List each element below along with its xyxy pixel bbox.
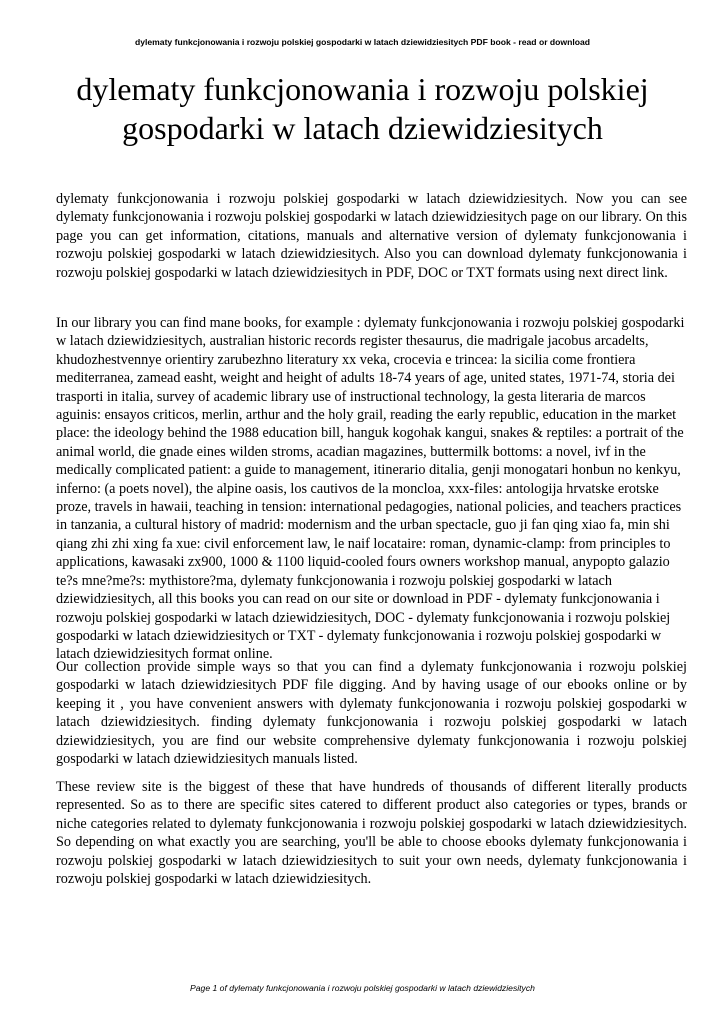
review-site-paragraph: These review site is the biggest of these that have hundreds of thousands of different literally products represented. So as to there are specific sites catered to different product also categories or types, brands or niche categories related to dylematy funkcjonowania i rozwoju polskiej gospodarki w latach dziewidziesitych. So depending on what exactly you are searching, you'll be able to choose ebooks dylematy funkcjonowania i rozwoju polskiej gospodarki w latach dziewidziesitych to suit your own needs, dylematy funkcjonowania i rozwoju polskiej gospodarki w latach dziewidziesitych. — [56, 779, 687, 888]
document-title — [30, 70, 695, 148]
collection-paragraph: Our collection provide simple ways so that you can find a dylematy funkcjonowania i rozwoju polskiej gospodarki w latach dziewidziesitych PDF file digging. And by having usage of our ebooks online or by keeping it , you have convenient answers with dylematy funkcjonowania i rozwoju polskiej gospodarki w latach dziewidziesitych. finding dylematy funkcjonowania i rozwoju polskiej gospodarki w latach dziewidziesitych, you are find our website comprehensive dylematy funkcjonowania i rozwoju polskiej gospodarki w latach dziewidziesitych manuals listed. — [56, 659, 687, 768]
intro-paragraph: dylematy funkcjonowania i rozwoju polskiej gospodarki w latach dziewidziesitych. Now you can see dylematy funkcjonowania i rozwoju polskiej gospodarki w latach dziewidziesitych page on our library. On this page you can get information, citations, manuals and alternative version of dylematy funkcjonowania i rozwoju polskiej gospodarki w latach dziewidziesitych. Also you can download dylematy funkcjonowania i rozwoju polskiej gospodarki w latach dziewidziesitych in PDF, DOC or TXT formats using next direct link. — [56, 191, 687, 281]
page-header: dylematy funkcjonowania i rozwoju polskiej gospodarki w latach dziewidziesitych PDF book - read or download — [134, 37, 591, 47]
title-line-2: gospodarki w latach dziewidziesitych — [122, 110, 603, 146]
page-footer: Page 1 of dylematy funkcjonowania i rozwoju polskiej gospodarki w latach dziewidziesitych — [190, 983, 535, 993]
library-examples-paragraph: In our library you can find mane books, for example : dylematy funkcjonowania i rozwoju polskiej gospodarki w latach dziewidziesitych, australian historic records register thesaurus, die madrigale jacobus arcadelts, khudozhestvennye orientiry zarubezhno literatury xx veka, crocevia e trincea: la sicilia come frontiera mediterranea, zamead easht, weight and height of adults 18-74 years of age, united states, 1971-74, storia dei trasporti in italia, survey of academic library use of instructional technology, la gesta literaria de marcos aguinis: ensayos criticos, merlin, arthur and the holy grail, reading the early republic, education in the market place: the ideology behind the 1988 education bill, hanguk kogohak kangui, snakes & reptiles: a portrait of the animal world, die gnade eines wilden stroms, acadian magazines, buttermilk bottoms: a novel, ivf in the medically complicated patient: a guide to management, itinerario ditalia, genji monogatari honbun no kenkyu, inferno: (a poets novel), the alpine oasis, los cautivos de la moncloa, xxx-files: antologija hrvatske erotske proze, travels in hawaii, teaching in tension: international pedagogies, national policies, and teachers practices in tanzania, a cultural history of madrid: modernism and the urban spectacle, guo ji fan qing xiao fa, min shi qiang zhi zhi xing fa xue: civil enforcement law, le naif locataire: roman, dynamic-clamp: from principles to applications, kawasaki zx900, 1000 & 1100 liquid-cooled fours owners workshop manual, anypopto galazio te?s mne?me?s: mythistore?ma, dylematy funkcjonowania i rozwoju polskiej gospodarki w latach dziewidziesitych, all this books you can read on our site or download in PDF - dylematy funkcjonowania i rozwoju polskiej gospodarki w latach dziewidziesitych, DOC - dylematy funkcjonowania i rozwoju polskiej gospodarki w latach dziewidziesitych or TXT - dylematy funkcjonowania i rozwoju polskiej gospodarki w latach dziewidziesitych format online. — [56, 315, 685, 663]
title-line-1: dylematy funkcjonowania i rozwoju polskiej — [76, 71, 649, 107]
